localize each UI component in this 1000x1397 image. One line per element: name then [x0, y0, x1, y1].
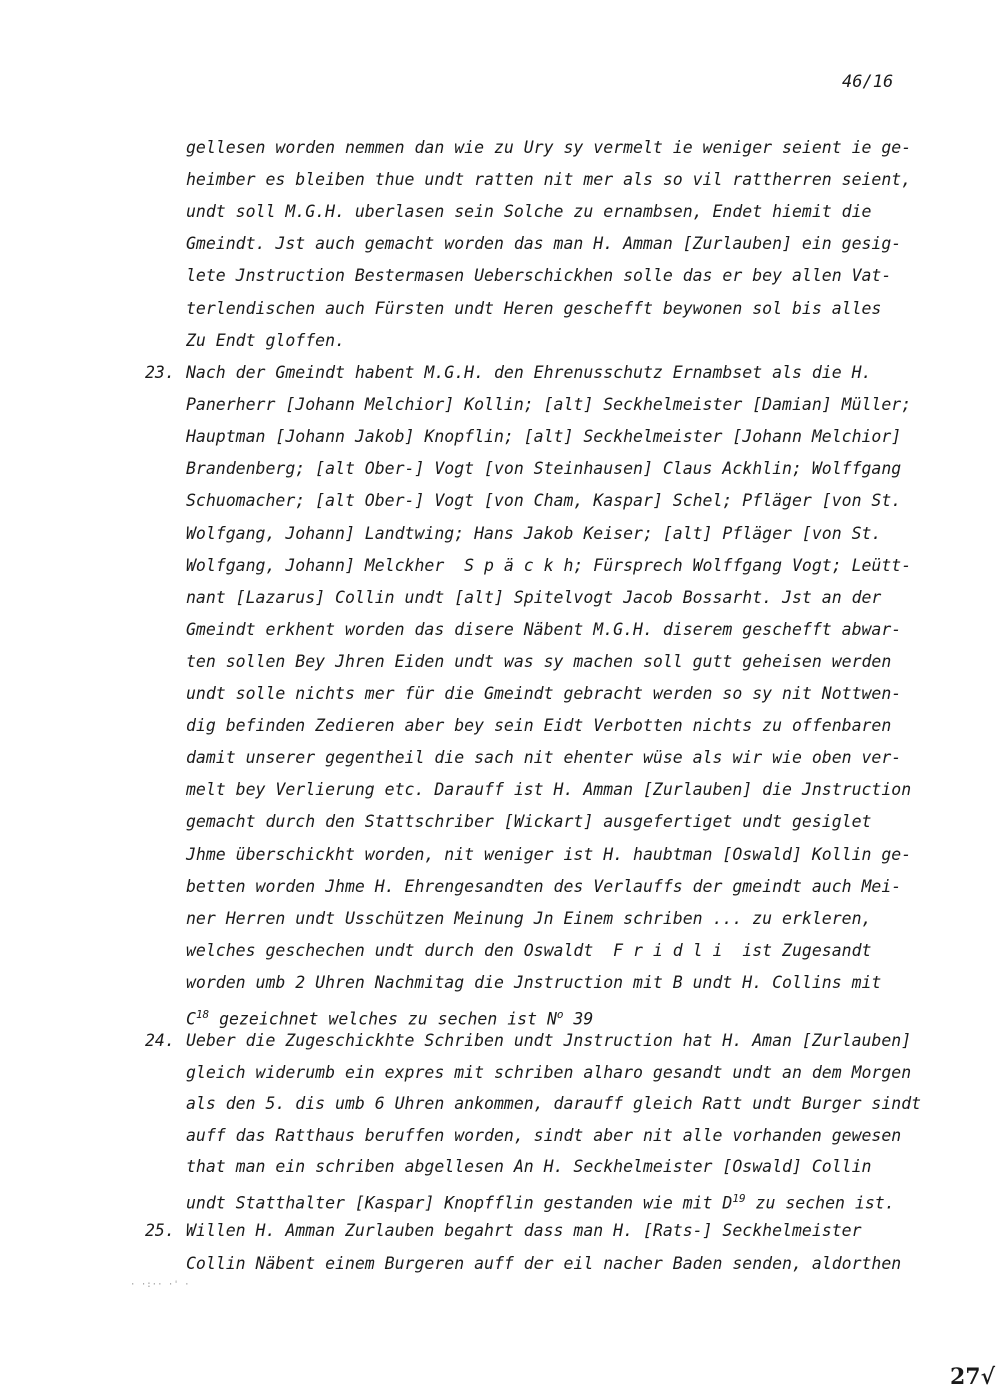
- section-23-line: $C^{18}$ gezeichnet welches zu sechen ist $N^o$ 39: [186, 1008, 594, 1029]
- section-23-line: worden umb 2 Uhren Nachmitag die Jnstruction mit B undt H. Collins mit: [186, 972, 882, 992]
- section-23-line: Gmeindt erkhent worden das disere Näbent M.G.H. diserem geschefft abwar-: [186, 619, 902, 639]
- section-23-line: Brandenberg; [alt Ober-] Vogt [von Steinhausen] Claus Ackhlin; Wolffgang: [186, 459, 902, 479]
- section-23-line: ner Herren undt Usschützen Meinung Jn Einem schriben ... zu erkleren,: [186, 908, 872, 928]
- handwritten-margin-mark: 27√: [950, 1364, 996, 1390]
- section-23-line: ten sollen Bey Jhren Eiden undt was sy machen soll gutt geheisen werden: [186, 651, 892, 671]
- section-23-line: Wolfgang, Johann] Melckher S p ä c k h; Fürsprech Wolffgang Vogt; Leütt-: [186, 555, 912, 575]
- section-23-line: damit unserer gegentheil die sach nit ehenter wüse als wir wie oben ver-: [186, 748, 902, 768]
- section-23-line: undt solle nichts mer für die Gmeindt gebracht werden so sy nit Nottwen-: [186, 684, 902, 703]
- section-23-line: melt bey Verlierung etc. Darauff ist H. Amman [Zurlauben] die Jnstruction: [186, 780, 912, 800]
- intro-line: Zu Endt gloffen.: [186, 330, 345, 350]
- section-number-25: 25.: [145, 1221, 175, 1240]
- intro-line: Gmeindt. Jst auch gemacht worden das man H. Amman [Zurlauben] ein gesig-: [186, 234, 902, 254]
- scan-speckle: · ·:·· ·' ·: [130, 1280, 190, 1290]
- section-24-line: auff das Ratthaus beruffen worden, sindt aber nit alle vorhanden gewesen: [186, 1125, 902, 1145]
- intro-line: lete Jnstruction Bestermasen Ueberschickhen solle das er bey allen Vat-: [186, 266, 892, 286]
- section-23-line: betten worden Jhme H. Ehrengesandten des Verlauffs der gmeindt auch Mei-: [186, 876, 902, 896]
- intro-line: terlendischen auch Fürsten undt Heren geschefft beywonen sol bis alles: [186, 298, 882, 318]
- section-24-line: gleich widerumb ein expres mit schriben alharo gesandt undt an dem Morgen: [186, 1062, 912, 1082]
- section-23-line: Panerherr [Johann Melchior] Kollin; [alt] Seckhelmeister [Damian] Müller;: [186, 395, 912, 415]
- section-24-line: Ueber die Zugeschickhte Schriben undt Jnstruction hat H. Aman [Zurlauben]: [186, 1031, 912, 1050]
- intro-line: gellesen worden nemmen dan wie zu Ury sy vermelt ie weniger seient ie ge-: [186, 138, 912, 157]
- section-24-line: undt Statthalter [Kaspar] Knopfflin gestanden wie mit $D^{19}$ zu sechen ist.: [186, 1191, 895, 1212]
- section-23-line: Wolfgang, Johann] Landtwing; Hans Jakob Keiser; [alt] Pfläger [von St.: [186, 523, 882, 543]
- section-23-line: Nach der Gmeindt habent M.G.H. den Ehrenusschutz Ernambset als die H.: [186, 363, 872, 382]
- section-23-line: Hauptman [Johann Jakob] Knopflin; [alt] Seckhelmeister [Johann Melchior]: [186, 427, 902, 447]
- section-number-23: 23.: [145, 363, 175, 382]
- intro-line: heimber es bleiben thue undt ratten nit mer als so vil rattherren seient,: [186, 170, 912, 190]
- page-number: 46/16: [842, 72, 894, 92]
- section-23-line: dig befinden Zedieren aber bey sein Eidt Verbotten nichts zu offenbaren: [186, 716, 892, 736]
- section-25-line: Collin Näbent einem Burgeren auff der eil nacher Baden senden, aldorthen: [186, 1254, 902, 1273]
- section-number-24: 24.: [145, 1031, 175, 1050]
- section-23-line: nant [Lazarus] Collin undt [alt] Spitelvogt Jacob Bossarht. Jst an der: [186, 587, 882, 607]
- section-23-line: welches geschechen undt durch den Oswaldt F r i d l i ist Zugesandt: [186, 940, 872, 960]
- section-23-line: Jhme überschickht worden, nit weniger ist H. haubtman [Oswald] Kollin ge-: [186, 844, 912, 864]
- section-23-line: gemacht durch den Stattschriber [Wickart] ausgefertiget undt gesiglet: [186, 812, 872, 832]
- intro-line: undt soll M.G.H. uberlasen sein Solche zu ernambsen, Endet hiemit die: [186, 202, 872, 222]
- section-24-line: als den 5. dis umb 6 Uhren ankommen, darauff gleich Ratt undt Burger sindt: [186, 1094, 922, 1113]
- section-24-line: that man ein schriben abgellesen An H. Seckhelmeister [Oswald] Collin: [186, 1157, 872, 1176]
- section-25-line: Willen H. Amman Zurlauben begahrt dass man H. [Rats-] Seckhelmeister: [186, 1221, 862, 1240]
- section-23-line: Schuomacher; [alt Ober-] Vogt [von Cham, Kaspar] Schel; Pfläger [von St.: [186, 491, 902, 511]
